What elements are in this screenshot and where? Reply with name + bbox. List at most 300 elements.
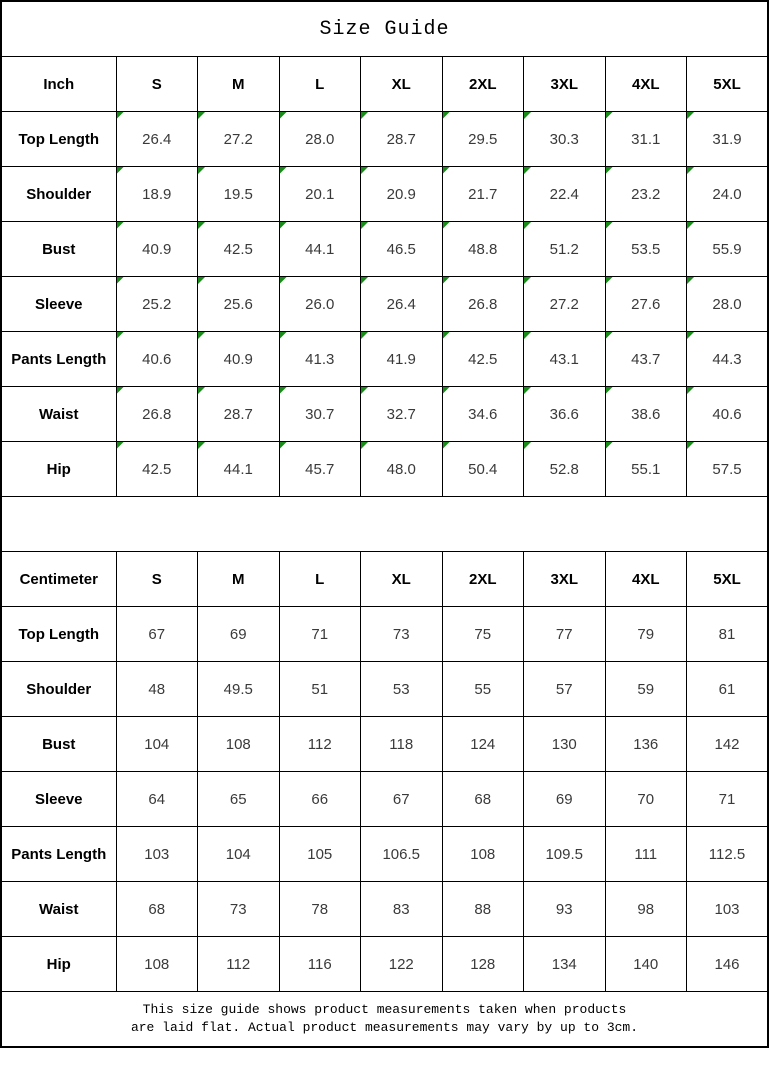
value-cell [605,332,687,387]
value-cell-text: 142 [714,735,740,753]
value-cell [442,222,524,277]
size-header-cell [442,552,524,607]
value-cell [198,937,280,992]
value-cell-text: 44.1 [305,240,335,258]
value-cell-text: 73 [229,900,247,918]
size-header-cell [442,57,524,112]
green-corner-flag-icon [361,112,368,119]
value-cell-text: 109.5 [545,845,584,863]
size-header-cell [198,552,280,607]
value-cell [198,607,280,662]
value-cell [605,442,687,497]
value-cell-text: 79 [637,625,655,643]
value-cell-text: 146 [714,955,740,973]
value-cell [361,277,443,332]
value-cell-text: 40.9 [223,350,253,368]
value-cell [361,112,443,167]
value-cell-text: 31.1 [631,130,661,148]
value-cell-text: 108 [144,955,170,973]
row-label-cell [1,772,116,827]
value-cell-text: 45.7 [305,460,335,478]
value-cell-text: 21.7 [468,185,498,203]
size-header-cell [116,57,198,112]
row-label-cell-text: Top Length [18,130,100,148]
value-cell-text: 128 [470,955,496,973]
green-corner-flag-icon [687,332,694,339]
size-header-cell-text: 3XL [550,570,578,588]
green-corner-flag-icon [117,332,124,339]
value-cell-text: 43.1 [549,350,579,368]
value-cell-text: 26.4 [386,295,416,313]
row-label-cell-text: Sleeve [34,295,83,313]
value-cell-text: 28.7 [386,130,416,148]
green-corner-flag-icon [524,332,531,339]
value-cell-text: 25.6 [223,295,253,313]
green-corner-flag-icon [606,112,613,119]
green-corner-flag-icon [524,112,531,119]
value-cell [198,112,280,167]
green-corner-flag-icon [361,167,368,174]
value-cell-text: 49.5 [223,680,253,698]
size-header-cell-text: M [232,75,245,93]
value-cell [361,772,443,827]
value-cell [279,662,361,717]
spacer-cell [1,497,768,552]
value-cell-text: 22.4 [549,185,579,203]
value-cell-text: 69 [229,625,247,643]
value-cell-text: 122 [388,955,414,973]
green-corner-flag-icon [524,167,531,174]
value-cell [605,387,687,442]
value-cell [116,387,198,442]
value-cell [605,717,687,772]
table-row [1,662,768,717]
value-cell [524,827,606,882]
value-cell-text: 20.9 [386,185,416,203]
green-corner-flag-icon [198,387,205,394]
value-cell [605,827,687,882]
row-label-cell-text: Bust [42,240,76,258]
size-header-cell [361,552,443,607]
value-cell-text: 31.9 [712,130,742,148]
footer-row [1,992,768,1048]
value-cell [524,442,606,497]
size-header-cell-text: 2XL [468,570,497,588]
table-row [1,937,768,992]
value-cell-text: 52.8 [549,460,579,478]
value-cell [116,662,198,717]
value-cell [279,112,361,167]
value-cell [116,827,198,882]
green-corner-flag-icon [606,332,613,339]
value-cell [361,167,443,222]
row-label-cell-text: Waist [39,900,79,918]
value-cell-text: 98 [637,900,655,918]
value-cell-text: 88 [474,900,492,918]
value-cell-text: 38.6 [631,405,661,423]
value-cell-text: 112 [307,735,332,753]
green-corner-flag-icon [198,277,205,284]
size-header-cell-text: S [151,570,162,588]
size-header-cell-text: 3XL [550,75,578,93]
value-cell [361,222,443,277]
value-cell [687,607,769,662]
value-cell [687,167,769,222]
value-cell-text: 65 [229,790,247,808]
title-row [1,1,768,57]
value-cell [361,717,443,772]
green-corner-flag-icon [361,387,368,394]
value-cell-text: 134 [551,955,577,973]
value-cell-text: 28.0 [712,295,742,313]
row-label-cell-text: Bust [42,735,76,753]
value-cell-text: 59 [637,680,655,698]
value-cell-text: 81 [718,625,736,643]
green-corner-flag-icon [687,277,694,284]
green-corner-flag-icon [361,222,368,229]
value-cell [687,222,769,277]
green-corner-flag-icon [198,332,205,339]
table-row [1,332,768,387]
row-label-cell [1,717,116,772]
green-corner-flag-icon [117,112,124,119]
value-cell [279,882,361,937]
size-header-cell [687,57,769,112]
value-cell [442,167,524,222]
table-row [1,387,768,442]
value-cell [116,222,198,277]
size-header-cell-text: XL [391,570,411,588]
green-corner-flag-icon [524,277,531,284]
value-cell [198,827,280,882]
green-corner-flag-icon [443,222,450,229]
value-cell-text: 55.1 [631,460,661,478]
value-cell [687,717,769,772]
value-cell [116,937,198,992]
value-cell-text: 51.2 [549,240,579,258]
value-cell [605,937,687,992]
value-cell [605,882,687,937]
green-corner-flag-icon [606,442,613,449]
green-corner-flag-icon [280,277,287,284]
value-cell-text: 40.6 [142,350,172,368]
value-cell [279,167,361,222]
value-cell [687,332,769,387]
value-cell [687,827,769,882]
value-cell [279,717,361,772]
value-cell [198,882,280,937]
cm_table-header-row [1,552,768,607]
green-corner-flag-icon [361,442,368,449]
size-header-cell [361,57,443,112]
value-cell [198,222,280,277]
value-cell [524,167,606,222]
value-cell [442,717,524,772]
value-cell [361,442,443,497]
footer-note-line2: are laid flat. Actual product measurements may vary by up to 3cm. [130,1020,639,1035]
green-corner-flag-icon [606,222,613,229]
value-cell-text: 50.4 [468,460,498,478]
value-cell [116,277,198,332]
green-corner-flag-icon [198,112,205,119]
value-cell-text: 30.3 [549,130,579,148]
green-corner-flag-icon [443,387,450,394]
row-label-cell [1,937,116,992]
value-cell [442,442,524,497]
value-cell-text: 41.9 [386,350,416,368]
value-cell [687,662,769,717]
row-label-cell [1,442,116,497]
row-label-cell [1,222,116,277]
value-cell [524,607,606,662]
size-header-cell-text: M [232,570,245,588]
size-header-cell [605,552,687,607]
size-header-cell-text: XL [391,75,411,93]
value-cell [198,442,280,497]
value-cell-text: 68 [474,790,492,808]
value-cell-text: 20.1 [305,185,335,203]
size-header-cell-text: L [315,75,325,93]
value-cell [279,772,361,827]
row-label-cell [1,277,116,332]
value-cell [116,772,198,827]
value-cell-text: 36.6 [549,405,579,423]
green-corner-flag-icon [443,167,450,174]
value-cell [524,937,606,992]
value-cell [198,332,280,387]
value-cell-text: 103 [144,845,170,863]
value-cell [198,387,280,442]
row-label-cell [1,662,116,717]
value-cell-text: 78 [311,900,329,918]
value-cell-text: 118 [389,735,414,753]
green-corner-flag-icon [443,442,450,449]
value-cell-text: 104 [225,845,251,863]
value-cell [524,112,606,167]
size-header-cell [687,552,769,607]
size-header-cell [524,552,606,607]
green-corner-flag-icon [606,277,613,284]
value-cell [198,772,280,827]
value-cell [605,772,687,827]
value-cell-text: 27.2 [223,130,253,148]
value-cell-text: 27.6 [631,295,661,313]
size-header-cell-text: L [315,570,325,588]
value-cell [198,662,280,717]
value-cell-text: 136 [633,735,659,753]
value-cell-text: 25.2 [142,295,172,313]
value-cell [524,387,606,442]
value-cell-text: 32.7 [386,405,416,423]
size-header-cell [198,57,280,112]
size-header-cell [605,57,687,112]
value-cell [524,882,606,937]
size-header-cell-text: S [151,75,162,93]
value-cell-text: 30.7 [305,405,335,423]
value-cell [524,717,606,772]
value-cell-text: 116 [307,955,332,973]
value-cell-text: 51 [311,680,329,698]
size-header-cell-text: 2XL [468,75,497,93]
value-cell [605,662,687,717]
green-corner-flag-icon [361,277,368,284]
green-corner-flag-icon [687,112,694,119]
row-label-cell [1,167,116,222]
value-cell-text: 140 [633,955,659,973]
value-cell-text: 67 [392,790,410,808]
row-label-cell [1,827,116,882]
size-header-cell [279,57,361,112]
value-cell-text: 68 [148,900,166,918]
value-cell-text: 124 [470,735,496,753]
green-corner-flag-icon [524,442,531,449]
size-header-cell [524,57,606,112]
green-corner-flag-icon [117,222,124,229]
value-cell-text: 40.9 [142,240,172,258]
value-cell-text: 112 [226,955,251,973]
value-cell-text: 108 [225,735,251,753]
green-corner-flag-icon [687,442,694,449]
footer-note [1,992,768,1048]
cm-table-body [1,552,768,992]
value-cell [116,112,198,167]
value-cell-text: 42.5 [142,460,172,478]
value-cell-text: 28.7 [223,405,253,423]
value-cell [442,772,524,827]
value-cell [687,882,769,937]
value-cell [279,222,361,277]
row-label-cell [1,882,116,937]
page-title: Size Guide [1,1,768,57]
value-cell-text: 66 [311,790,329,808]
value-cell-text: 70 [637,790,655,808]
green-corner-flag-icon [280,387,287,394]
footer-note-line1: This size guide shows product measurements taken when products [142,1002,627,1017]
value-cell [116,717,198,772]
value-cell-text: 26.8 [142,405,172,423]
value-cell-text: 43.7 [631,350,661,368]
row-label-cell-text: Hip [46,460,71,478]
size-header-cell-text: 4XL [631,570,660,588]
value-cell [198,167,280,222]
value-cell [605,167,687,222]
value-cell [524,772,606,827]
table-row [1,167,768,222]
table-row [1,442,768,497]
value-cell-text: 71 [311,625,329,643]
value-cell-text: 71 [718,790,736,808]
value-cell [605,222,687,277]
spacer-row [1,497,768,552]
value-cell [524,222,606,277]
value-cell [116,607,198,662]
value-cell [605,112,687,167]
value-cell [687,772,769,827]
value-cell-text: 24.0 [712,185,742,203]
value-cell-text: 18.9 [142,185,172,203]
table-row [1,717,768,772]
size-header-cell [116,552,198,607]
green-corner-flag-icon [280,332,287,339]
value-cell-text: 130 [551,735,577,753]
value-cell [687,937,769,992]
value-cell-text: 57 [555,680,573,698]
value-cell [198,717,280,772]
size-header-cell [279,552,361,607]
value-cell-text: 48.8 [468,240,498,258]
value-cell [442,277,524,332]
green-corner-flag-icon [198,442,205,449]
value-cell [442,937,524,992]
value-cell [524,277,606,332]
value-cell-text: 64 [148,790,166,808]
value-cell [687,277,769,332]
inch_table-header-row [1,57,768,112]
green-corner-flag-icon [443,332,450,339]
size-header-cell-text: 5XL [713,75,741,93]
green-corner-flag-icon [280,442,287,449]
value-cell [442,662,524,717]
value-cell-text: 19.5 [223,185,253,203]
green-corner-flag-icon [280,222,287,229]
table-row [1,222,768,277]
value-cell-text: 44.3 [712,350,742,368]
row-label-cell-text: Pants Length [11,845,107,863]
row-label-cell-text: Pants Length [11,350,107,368]
value-cell-text: 46.5 [386,240,416,258]
row-label-cell-text: Top Length [18,625,100,643]
value-cell-text: 28.0 [305,130,335,148]
value-cell-text: 26.0 [305,295,335,313]
table-row [1,772,768,827]
value-cell-text: 26.4 [142,130,172,148]
value-cell-text: 83 [392,900,410,918]
value-cell [279,442,361,497]
value-cell [279,332,361,387]
unit-header-cell [1,57,116,112]
green-corner-flag-icon [687,222,694,229]
value-cell-text: 111 [634,845,658,863]
value-cell-text: 34.6 [468,405,498,423]
green-corner-flag-icon [443,112,450,119]
value-cell-text: 108 [470,845,496,863]
green-corner-flag-icon [443,277,450,284]
value-cell-text: 93 [555,900,573,918]
green-corner-flag-icon [280,167,287,174]
value-cell [605,277,687,332]
row-label-cell-text: Hip [46,955,71,973]
green-corner-flag-icon [524,387,531,394]
row-label-cell [1,112,116,167]
row-label-cell-text: Shoulder [26,185,92,203]
value-cell-text: 57.5 [712,460,742,478]
value-cell-text: 27.2 [549,295,579,313]
value-cell [279,277,361,332]
row-label-cell [1,332,116,387]
row-label-cell [1,607,116,662]
value-cell [116,442,198,497]
unit-header-cell-text: Centimeter [19,570,98,588]
value-cell-text: 67 [148,625,166,643]
value-cell-text: 29.5 [468,130,498,148]
value-cell-text: 42.5 [223,240,253,258]
value-cell-text: 44.1 [223,460,253,478]
value-cell [605,607,687,662]
table-row [1,827,768,882]
row-label-cell-text: Shoulder [26,680,92,698]
table-row [1,607,768,662]
inch-table-body [1,57,768,497]
